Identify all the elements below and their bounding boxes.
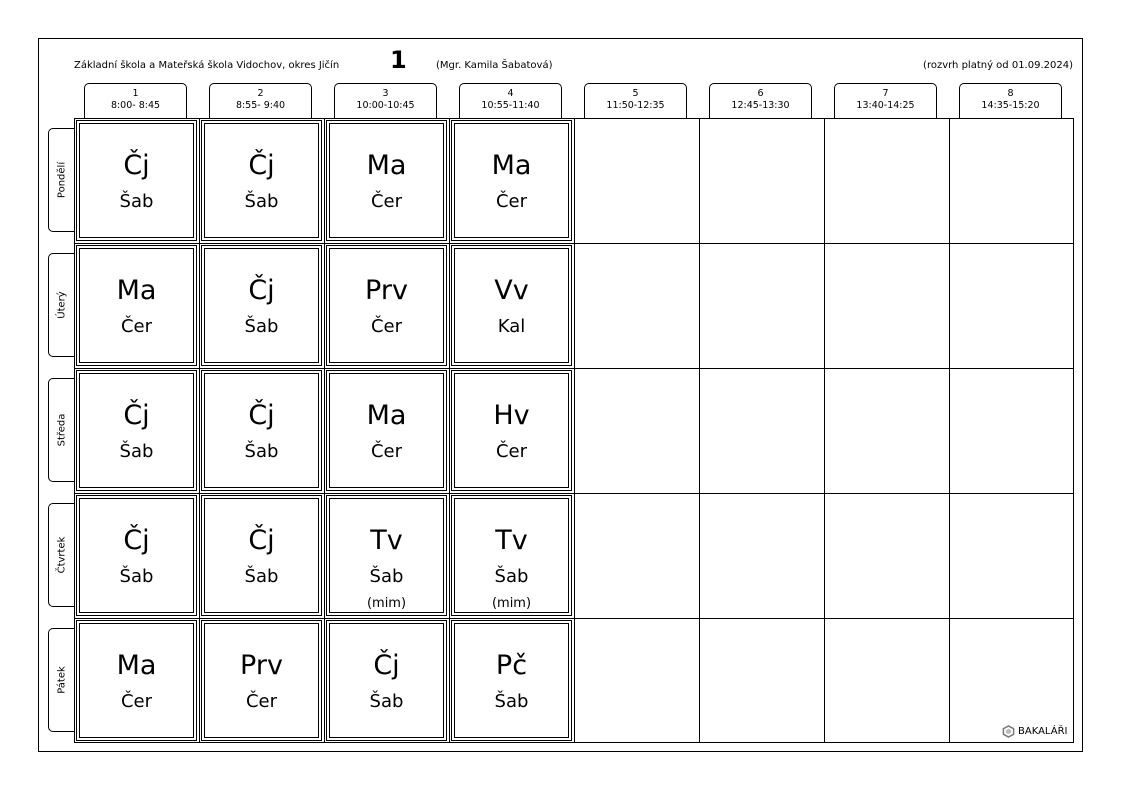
period-time: 10:55-11:40 — [481, 100, 540, 111]
lesson-teacher: Šab — [244, 191, 279, 212]
grid-column-divider — [824, 118, 825, 743]
lesson-cell[interactable] — [201, 245, 322, 366]
lesson-cell-inner — [329, 373, 444, 488]
lesson-cell[interactable] — [451, 120, 572, 241]
lesson-cell[interactable] — [326, 245, 447, 366]
period-time: 8:00- 8:45 — [110, 100, 161, 111]
lesson-cell[interactable] — [76, 120, 197, 241]
lesson-subject: Čj — [373, 650, 400, 681]
lesson-teacher: Šab — [244, 441, 279, 462]
lesson-cell[interactable] — [451, 620, 572, 741]
lesson-subject: Tv — [370, 525, 403, 556]
lesson-cell-inner — [454, 373, 569, 488]
lesson-teacher: Čer — [495, 191, 528, 212]
lesson-subject: Ma — [366, 150, 407, 181]
lesson-subject: Čj — [123, 150, 150, 181]
period-time: 13:40-14:25 — [856, 100, 915, 111]
grid-row-divider — [74, 368, 1074, 369]
lesson-cell-inner — [454, 498, 569, 613]
period-header-4 — [459, 83, 562, 118]
period-number: 8 — [1007, 88, 1014, 99]
lesson-teacher: Čer — [495, 441, 528, 462]
grid-column-divider — [324, 118, 325, 743]
day-label: Čtvrtek — [56, 536, 67, 574]
lesson-cell-inner — [204, 373, 319, 488]
lesson-subject: Čj — [248, 150, 275, 181]
lesson-cell[interactable] — [201, 120, 322, 241]
lesson-cell-inner — [204, 248, 319, 363]
grid-column-divider — [199, 118, 200, 743]
lesson-cell-inner — [329, 623, 444, 738]
lesson-teacher: Šab — [244, 566, 279, 587]
lesson-cell[interactable] — [326, 370, 447, 491]
day-label: Úterý — [56, 291, 67, 319]
lesson-cell[interactable] — [326, 620, 447, 741]
period-number: 7 — [882, 88, 889, 99]
period-header-5 — [584, 83, 687, 118]
period-number: 2 — [257, 88, 264, 99]
day-tab-4 — [48, 503, 74, 607]
grid-column-divider — [574, 118, 575, 743]
period-time: 14:35-15:20 — [981, 100, 1040, 111]
lesson-teacher: Čer — [370, 191, 403, 212]
period-time: 12:45-13:30 — [731, 100, 790, 111]
lesson-cell[interactable] — [76, 245, 197, 366]
day-label: Pondělí — [56, 161, 67, 199]
lesson-cell[interactable] — [76, 620, 197, 741]
period-number: 5 — [632, 88, 639, 99]
period-header-8 — [959, 83, 1062, 118]
grid-column-divider — [449, 118, 450, 743]
day-label: Pátek — [56, 666, 67, 694]
lesson-cell-inner — [454, 248, 569, 363]
class-teacher: (Mgr. Kamila Šabatová) — [436, 60, 553, 71]
grid-row-divider — [74, 618, 1074, 619]
lesson-cell[interactable] — [201, 370, 322, 491]
validity-date: (rozvrh platný od 01.09.2024) — [923, 60, 1073, 71]
bakalari-logo — [1002, 725, 1067, 738]
lesson-subject: Ma — [366, 400, 407, 431]
lesson-cell-inner — [204, 498, 319, 613]
lesson-group: (mim) — [491, 596, 532, 611]
lesson-cell-inner — [329, 123, 444, 238]
period-number: 6 — [757, 88, 764, 99]
lesson-cell-inner — [79, 498, 194, 613]
lesson-teacher: Čer — [370, 316, 403, 337]
day-label: Středa — [56, 413, 67, 447]
lesson-cell-inner — [79, 248, 194, 363]
period-header-6 — [709, 83, 812, 118]
day-tab-1 — [48, 128, 74, 232]
school-name: Základní škola a Mateřská škola Vidochov, okres Jičín — [74, 60, 340, 71]
lesson-teacher: Šab — [119, 441, 154, 462]
lesson-cell[interactable] — [451, 245, 572, 366]
bakalari-logo-icon — [1002, 725, 1015, 738]
grid-column-divider — [699, 118, 700, 743]
lesson-teacher: Šab — [119, 191, 154, 212]
lesson-cell-inner — [204, 623, 319, 738]
lesson-subject: Čj — [123, 400, 150, 431]
lesson-subject: Vv — [494, 275, 529, 306]
bakalari-logo-text: BAKALÁŘI — [1018, 726, 1068, 737]
period-time: 10:00-10:45 — [356, 100, 415, 111]
lesson-cell[interactable] — [451, 370, 572, 491]
lesson-teacher: Šab — [369, 566, 404, 587]
day-tab-2 — [48, 253, 74, 357]
lesson-subject: Tv — [495, 525, 528, 556]
day-tab-3 — [48, 378, 74, 482]
lesson-subject: Prv — [365, 275, 408, 306]
lesson-group: (mim) — [366, 596, 407, 611]
lesson-cell-inner — [79, 373, 194, 488]
lesson-teacher: Čer — [245, 691, 278, 712]
period-number: 1 — [132, 88, 139, 99]
lesson-cell[interactable] — [76, 370, 197, 491]
lesson-cell[interactable] — [326, 120, 447, 241]
lesson-teacher: Kal — [497, 316, 526, 337]
lesson-subject: Čj — [123, 525, 150, 556]
lesson-subject: Pč — [495, 650, 528, 681]
grid-row-divider — [74, 243, 1074, 244]
period-header-7 — [834, 83, 937, 118]
lesson-subject: Čj — [248, 400, 275, 431]
lesson-teacher: Šab — [119, 566, 154, 587]
lesson-cell[interactable] — [326, 495, 447, 616]
period-time: 8:55- 9:40 — [235, 100, 286, 111]
lesson-cell-inner — [329, 498, 444, 613]
lesson-teacher: Šab — [244, 316, 279, 337]
lesson-cell[interactable] — [201, 495, 322, 616]
lesson-subject: Čj — [248, 275, 275, 306]
lesson-cell-inner — [79, 623, 194, 738]
lesson-subject: Ma — [116, 275, 157, 306]
period-header-3 — [334, 83, 437, 118]
grid-row-divider — [74, 493, 1074, 494]
lesson-subject: Ma — [491, 150, 532, 181]
lesson-cell-inner — [454, 123, 569, 238]
class-name: 1 — [390, 46, 407, 74]
lesson-cell[interactable] — [451, 495, 572, 616]
lesson-cell-inner — [79, 123, 194, 238]
lesson-cell[interactable] — [76, 495, 197, 616]
period-header-2 — [209, 83, 312, 118]
period-time: 11:50-12:35 — [606, 100, 665, 111]
lesson-subject: Čj — [248, 525, 275, 556]
lesson-teacher: Šab — [494, 566, 529, 587]
lesson-cell-inner — [204, 123, 319, 238]
day-tab-5 — [48, 628, 74, 732]
lesson-teacher: Čer — [120, 691, 153, 712]
lesson-teacher: Čer — [120, 316, 153, 337]
lesson-subject: Ma — [116, 650, 157, 681]
lesson-cell-inner — [329, 248, 444, 363]
lesson-cell[interactable] — [201, 620, 322, 741]
period-header-1 — [84, 83, 187, 118]
grid-column-divider — [949, 118, 950, 743]
lesson-cell-inner — [454, 623, 569, 738]
lesson-teacher: Šab — [494, 691, 529, 712]
period-number: 4 — [507, 88, 514, 99]
period-number: 3 — [382, 88, 389, 99]
lesson-teacher: Šab — [369, 691, 404, 712]
lesson-subject: Hv — [493, 400, 530, 431]
lesson-teacher: Čer — [370, 441, 403, 462]
lesson-subject: Prv — [240, 650, 283, 681]
